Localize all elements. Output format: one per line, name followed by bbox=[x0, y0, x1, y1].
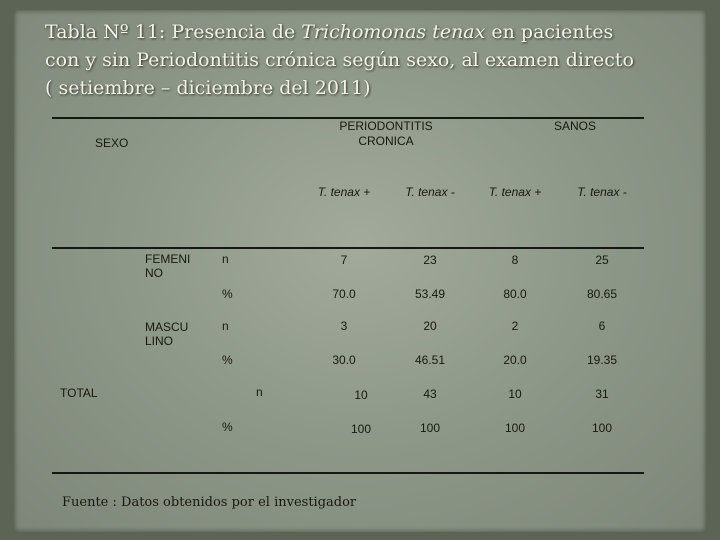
row-masculino-n-label: n bbox=[222, 319, 229, 333]
cell-total-n-perio-pos: 10 bbox=[354, 388, 368, 402]
cell-fem-pct-sanos-pos: 80.0 bbox=[503, 287, 527, 301]
row-label-masculino-line2: LINO bbox=[145, 334, 174, 348]
cell-fem-pct-perio-pos: 70.0 bbox=[332, 287, 356, 301]
cell-total-pct-sanos-pos: 100 bbox=[504, 421, 526, 435]
header-periodontitis-line1: PERIODONTITIS bbox=[339, 119, 433, 133]
row-label-femenino bbox=[145, 252, 190, 280]
row-total-n-label: n bbox=[256, 385, 263, 399]
subheader-sanos-pos: T. tenax + bbox=[488, 185, 542, 199]
row-label-masculino bbox=[145, 320, 188, 348]
subheader-sanos-neg: T. tenax - bbox=[577, 185, 627, 199]
header-periodontitis bbox=[339, 119, 432, 149]
cell-total-n-perio-neg: 43 bbox=[423, 387, 437, 401]
cell-fem-n-sanos-neg: 25 bbox=[595, 253, 609, 267]
cell-fem-pct-perio-neg: 53.49 bbox=[414, 287, 446, 301]
title-line3: ( setiembre – diciembre del 2011) bbox=[45, 77, 371, 99]
cell-total-pct-perio-neg: 100 bbox=[419, 421, 441, 435]
title-species: Trichomonas tenax bbox=[301, 21, 486, 43]
title-line1-post: en pacientes bbox=[485, 21, 614, 43]
row-label-total: TOTAL bbox=[60, 386, 98, 400]
row-label-masculino-line1: MASCU bbox=[145, 320, 189, 334]
row-femenino-pct-label: % bbox=[222, 287, 233, 301]
subheader-perio-neg: T. tenax - bbox=[405, 185, 455, 199]
source-note: Fuente : Datos obtenidos por el investigador bbox=[62, 495, 357, 510]
table-header-rule bbox=[52, 247, 644, 249]
header-sexo: SEXO bbox=[95, 136, 129, 150]
cell-total-pct-sanos-neg: 100 bbox=[591, 421, 613, 435]
cell-fem-n-perio-pos: 7 bbox=[340, 253, 348, 267]
row-total-pct-label: % bbox=[222, 420, 233, 434]
cell-masc-pct-sanos-neg: 19.35 bbox=[586, 353, 618, 367]
title-line1 bbox=[45, 21, 613, 43]
header-sanos: SANOS bbox=[553, 119, 597, 133]
cell-masc-n-sanos-neg: 6 bbox=[598, 319, 606, 333]
row-label-femenino-line1: FEMENI bbox=[145, 252, 191, 266]
cell-masc-n-perio-pos: 3 bbox=[340, 319, 348, 333]
cell-total-n-sanos-pos: 10 bbox=[508, 387, 522, 401]
cell-masc-pct-perio-neg: 46.51 bbox=[414, 353, 446, 367]
header-periodontitis-line2: CRONICA bbox=[358, 134, 414, 148]
table-bottom-rule bbox=[52, 472, 644, 474]
cell-fem-pct-sanos-neg: 80.65 bbox=[586, 287, 618, 301]
title-line1-pre: Tabla Nº 11: Presencia de bbox=[45, 21, 302, 43]
cell-masc-pct-perio-pos: 30.0 bbox=[332, 353, 356, 367]
row-masculino-pct-label: % bbox=[222, 353, 233, 367]
cell-masc-n-perio-neg: 20 bbox=[423, 319, 437, 333]
cell-fem-n-sanos-pos: 8 bbox=[511, 253, 519, 267]
row-femenino-n-label: n bbox=[222, 252, 229, 266]
cell-masc-pct-sanos-pos: 20.0 bbox=[503, 353, 527, 367]
cell-total-n-sanos-neg: 31 bbox=[595, 387, 609, 401]
subheader-perio-pos: T. tenax + bbox=[317, 185, 371, 199]
row-label-femenino-line2: NO bbox=[145, 266, 163, 280]
title-line2: con y sin Periodontitis crónica según sexo, al examen directo bbox=[45, 49, 634, 71]
slide-title bbox=[45, 18, 685, 102]
cell-total-pct-perio-pos: 100 bbox=[350, 422, 372, 436]
cell-fem-n-perio-neg: 23 bbox=[423, 253, 437, 267]
cell-masc-n-sanos-pos: 2 bbox=[511, 319, 519, 333]
